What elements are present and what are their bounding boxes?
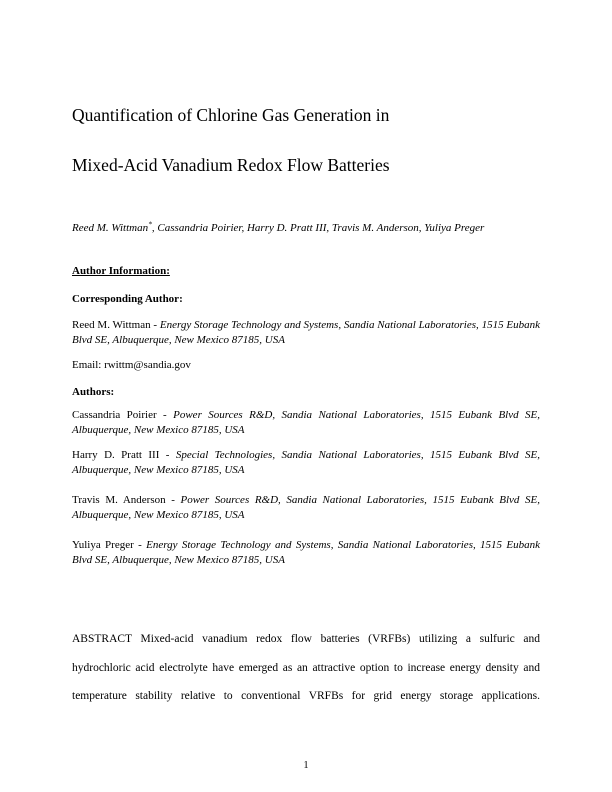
abstract-paragraph xyxy=(72,625,540,711)
author-information-heading: Author Information: xyxy=(72,265,170,277)
author-entry xyxy=(72,448,540,477)
author-entry xyxy=(72,538,540,567)
corresponding-author-affiliation: Energy Storage Technology and Systems, Sandia National Laboratories, 1515 Eubank Blvd SE, Albuquerque, New Mexico 87185, USA xyxy=(72,319,540,346)
authors-heading: Authors: xyxy=(72,386,115,398)
corresponding-author-entry xyxy=(72,318,540,347)
author-affiliation: Power Sources R&D, Sandia National Laboratories, 1515 Eubank Blvd SE, Albuquerque, New Mexico 87185, USA xyxy=(72,409,540,436)
corresponding-author-asterisk: * xyxy=(148,219,152,229)
email-address: rwittm@sandia.gov xyxy=(104,359,191,371)
author-entry xyxy=(72,493,540,522)
paper-title-line-1: Quantification of Chlorine Gas Generation in xyxy=(72,105,390,125)
corresponding-author-name: Reed M. Wittman - xyxy=(72,319,158,331)
author-affiliation: Power Sources R&D, Sandia National Laboratories, 1515 Eubank Blvd SE, Albuquerque, New Mexico 87185, USA xyxy=(72,494,540,521)
author-name: Yuliya Preger - xyxy=(72,539,142,551)
author-name: Travis M. Anderson - xyxy=(72,494,175,506)
byline-coauthors: , Cassandria Poirier, Harry D. Pratt III, Travis M. Anderson, Yuliya Preger xyxy=(151,222,485,234)
author-name: Harry D. Pratt III - xyxy=(72,449,170,461)
byline-lead-author: Reed M. Wittman xyxy=(72,222,149,234)
author-name: Cassandria Poirier - xyxy=(72,409,167,421)
page-number: 1 xyxy=(303,760,309,771)
abstract-line: ABSTRACT Mixed-acid vanadium redox flow batteries (VRFBs) utilizing a sulfuric and xyxy=(72,633,540,645)
abstract-line: hydrochloric acid electrolyte have emerged as an attractive option to increase energy density and xyxy=(72,661,540,674)
paper-title-line-2: Mixed-Acid Vanadium Redox Flow Batteries xyxy=(72,155,390,175)
email-label: Email: xyxy=(72,359,102,371)
email-line xyxy=(72,358,540,372)
author-affiliation: Energy Storage Technology and Systems, Sandia National Laboratories, 1515 Eubank Blvd SE, Albuquerque, New Mexico 87185, USA xyxy=(72,539,541,566)
abstract-line: temperature stability relative to conventional VRFBs for grid energy storage applications. xyxy=(72,690,540,702)
author-byline xyxy=(72,221,540,236)
corresponding-author-heading: Corresponding Author: xyxy=(72,293,183,305)
author-entry xyxy=(72,408,540,437)
author-affiliation: Special Technologies, Sandia National Laboratories, 1515 Eubank Blvd SE, Albuquerque, New Mexico 87185, USA xyxy=(72,449,540,476)
